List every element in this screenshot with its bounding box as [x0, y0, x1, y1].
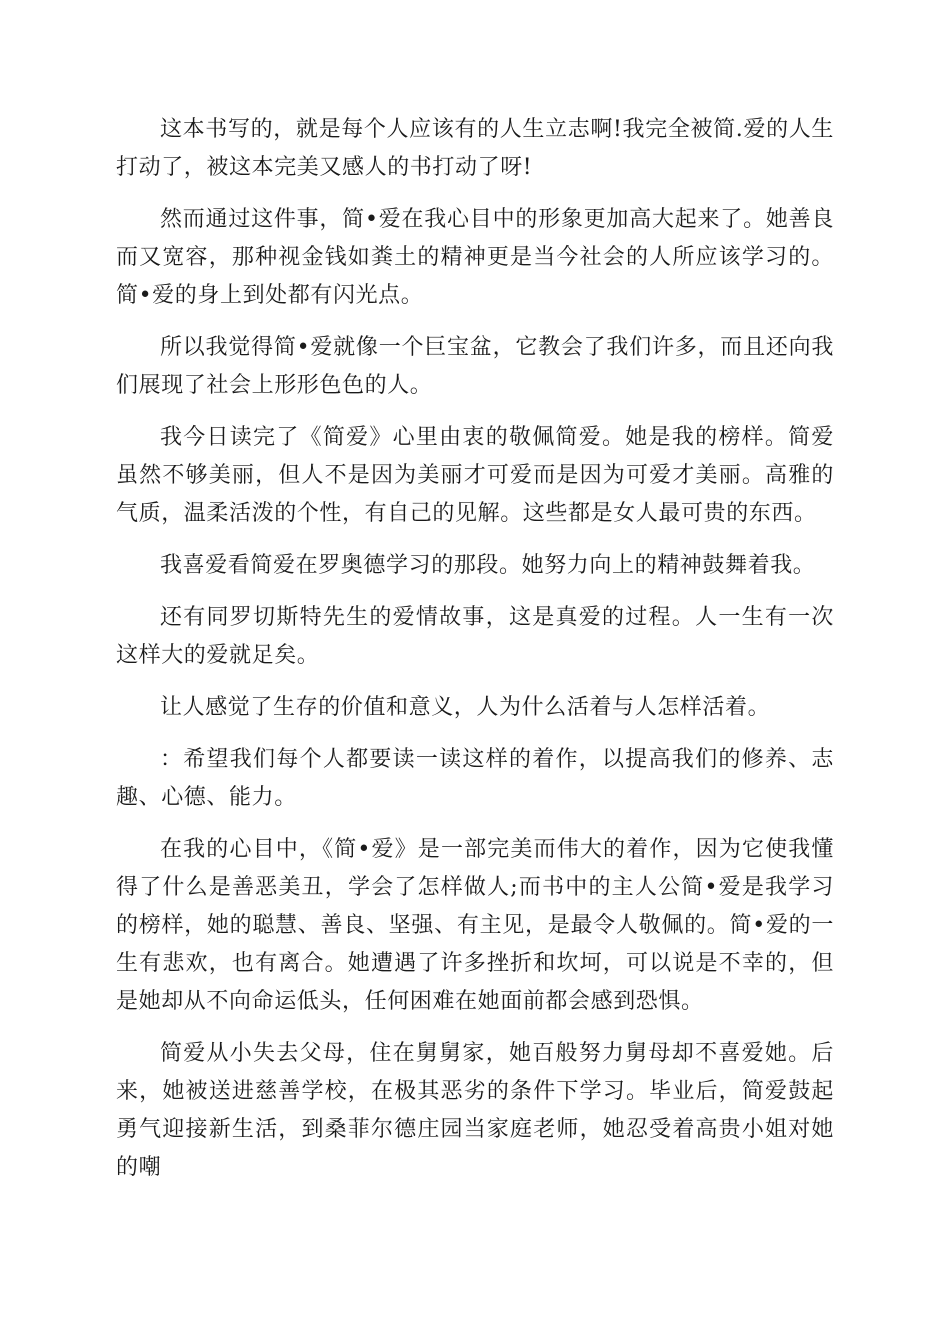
paragraph-9: 在我的心目中，《简•爱》是一部完美而伟大的着作，因为它使我懂得了什么是善恶美丑，学会了怎样做人;而书中的主人公简•爱是我学习的榜样，她的聪慧、善良、坚强、有主见，是最令人敬佩的。简•爱的一生有悲欢，也有离合。她遭遇了许多挫折和坎坷，可以说是不幸的，但是她却从不向命运低头，任何困难在她面前都会感到恐惧。 [116, 837, 834, 1014]
paragraph-8: ：希望我们每个人都要读一读这样的着作，以提高我们的修养、志趣、心德、能力。 [116, 747, 834, 810]
document-body [116, 111, 834, 1201]
paragraph-3: 所以我觉得简•爱就像一个巨宝盆，它教会了我们许多，而且还向我们展现了社会上形形色色的人。 [116, 335, 834, 398]
paragraph-5: 我喜爱看简爱在罗奥德学习的那段。她努力向上的精神鼓舞着我。 [160, 553, 816, 578]
paragraph-10: 简爱从小失去父母，住在舅舅家，她百般努力舅母却不喜爱她。后来，她被送进慈善学校，在极其恶劣的条件下学习。毕业后，简爱鼓起勇气迎接新生活，到桑菲尔德庄园当家庭老师，她忍受着高贵小姐对她的嘲 [116, 1041, 834, 1180]
paragraph-7: 让人感觉了生存的价值和意义，人为什么活着与人怎样活着。 [160, 695, 771, 720]
paragraph-1: 这本书写的，就是每个人应该有的人生立志啊!我完全被简.爱的人生打动了，被这本完美又感人的书打动了呀! [116, 117, 834, 180]
paragraph-6: 还有同罗切斯特先生的爱情故事，这是真爱的过程。人一生有一次这样大的爱就足矣。 [116, 605, 834, 668]
paragraph-2: 然而通过这件事，简•爱在我心目中的形象更加高大起来了。她善良而又宽容，那种视金钱如粪土的精神更是当今社会的人所应该学习的。简•爱的身上到处都有闪光点。 [116, 207, 834, 308]
paragraph-4: 我今日读完了《简爱》心里由衷的敬佩简爱。她是我的榜样。简爱虽然不够美丽，但人不是因为美丽才可爱而是因为可爱才美丽。高雅的气质，温柔活泼的个性，有自己的见解。这些都是女人最可贵的东西。 [116, 425, 834, 526]
